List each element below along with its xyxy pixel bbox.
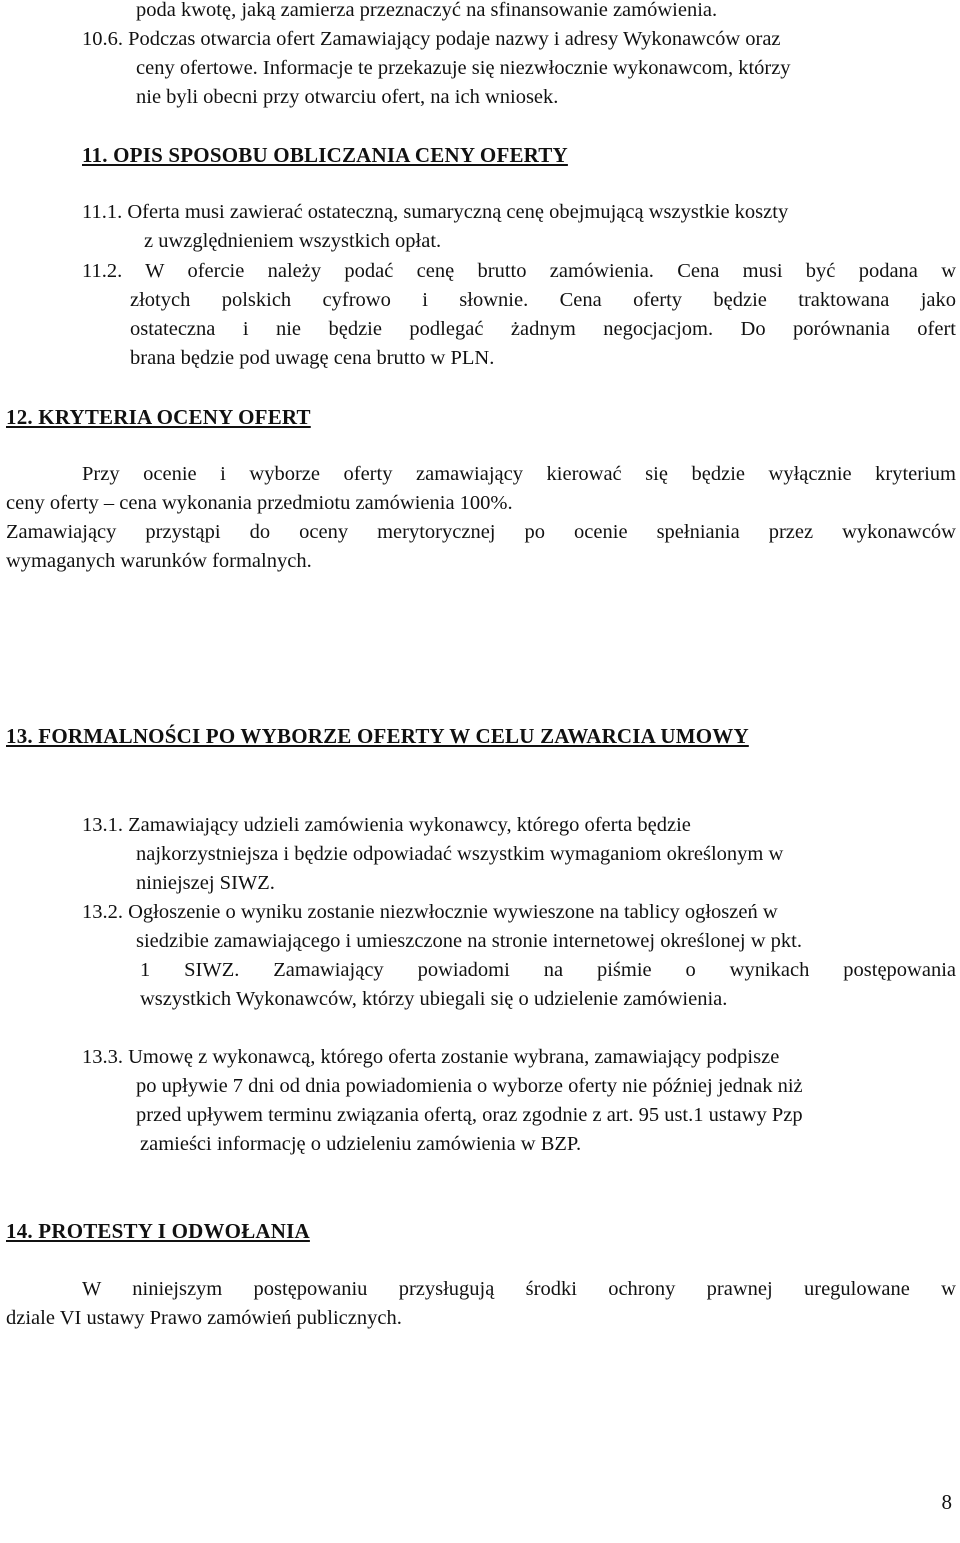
text-line: niniejszej SIWZ. bbox=[136, 872, 275, 894]
paragraph-10-6-line-1 bbox=[82, 25, 781, 54]
text-line: po upływie 7 dni od dnia powiadomienia o wyborze oferty nie później jednak niż bbox=[136, 1075, 803, 1097]
text-line: W niniejszym postępowaniu przysługują środki ochrony prawnej uregulowane w bbox=[82, 1278, 956, 1300]
item-number: 10.6. bbox=[82, 28, 123, 50]
text-line: ostateczna i nie będzie podlegać żadnym negocjacjom. Do porównania ofert bbox=[130, 318, 956, 340]
item-number: 13.3. bbox=[82, 1046, 123, 1068]
paragraph-13-2-line-1 bbox=[82, 898, 778, 927]
text-line: ceny oferty – cena wykonania przedmiotu zamówienia 100%. bbox=[6, 492, 513, 514]
text-line: siedzibie zamawiającego i umieszczone na stronie internetowej określonej w pkt. bbox=[136, 930, 802, 952]
text-line: z uwzględnieniem wszystkich opłat. bbox=[144, 230, 442, 252]
text-line: Zamawiający przystąpi do oceny merytorycznej po ocenie spełniania przez wykonawców bbox=[6, 521, 956, 543]
paragraph-13-3-line-1 bbox=[82, 1043, 779, 1072]
item-number: 13.1. bbox=[82, 814, 123, 836]
text-line: przed upływem terminu związania ofertą, oraz zgodnie z art. 95 ust.1 ustawy Pzp bbox=[136, 1104, 803, 1126]
text-line: poda kwotę, jaką zamierza przeznaczyć na sfinansowanie zamówienia. bbox=[136, 0, 718, 21]
text-span: Ogłoszenie o wyniku zostanie niezwłocznie wywieszone na tablicy ogłoszeń w bbox=[128, 901, 778, 923]
text-line: ceny ofertowe. Informacje te przekazuje się niezwłocznie wykonawcom, którzy bbox=[136, 57, 791, 79]
text-span: Umowę z wykonawcą, którego oferta zostanie wybrana, zamawiający podpisze bbox=[128, 1046, 780, 1068]
paragraph-13-1-line-1 bbox=[82, 811, 691, 840]
paragraph-11-1-line-1 bbox=[82, 198, 788, 227]
text-line: Przy ocenie i wyborze oferty zamawiający kierować się będzie wyłącznie kryterium bbox=[82, 463, 956, 485]
text-line: wymaganych warunków formalnych. bbox=[6, 550, 312, 572]
text-line: najkorzystniejsza i będzie odpowiadać wszystkim wymaganiom określonym w bbox=[136, 843, 784, 865]
text-line: 1 SIWZ. Zamawiający powiadomi na piśmie o wynikach postępowania bbox=[140, 959, 956, 981]
text-line: wszystkich Wykonawców, którzy ubiegali się o udzielenie zamówienia. bbox=[140, 988, 728, 1010]
paragraph-11-2-line-1: 11.2. W ofercie należy podać cenę brutto zamówienia. Cena musi być podana w bbox=[82, 260, 956, 282]
text-line: dziale VI ustawy Prawo zamówień publicznych. bbox=[6, 1307, 402, 1329]
section-14-heading: 14. PROTESTY I ODWOŁANIA bbox=[6, 1219, 310, 1243]
text-line: złotych polskich cyfrowo i słownie. Cena oferty będzie traktowana jako bbox=[130, 289, 956, 311]
section-12-heading: 12. KRYTERIA OCENY OFERT bbox=[6, 405, 311, 429]
text-span: Zamawiający udzieli zamówienia wykonawcy, którego oferta będzie bbox=[128, 814, 691, 836]
text-span: Oferta musi zawierać ostateczną, sumaryczną cenę obejmującą wszystkie koszty bbox=[127, 201, 789, 223]
section-11-heading: 11. OPIS SPOSOBU OBLICZANIA CENY OFERTY bbox=[82, 143, 568, 167]
text-span: Podczas otwarcia ofert Zamawiający podaje nazwy i adresy Wykonawców oraz bbox=[128, 28, 781, 50]
text-line: brana będzie pod uwagę cena brutto w PLN. bbox=[130, 347, 495, 369]
text-line: zamieści informację o udzieleniu zamówienia w BZP. bbox=[140, 1133, 582, 1155]
item-number: 11.1. bbox=[82, 201, 123, 223]
item-number: 13.2. bbox=[82, 901, 123, 923]
text-line: nie byli obecni przy otwarciu ofert, na ich wniosek. bbox=[136, 86, 559, 108]
page-number: 8 bbox=[941, 1490, 952, 1514]
section-13-heading: 13. FORMALNOŚCI PO WYBORZE OFERTY W CELU ZAWARCIA UMOWY bbox=[6, 724, 749, 748]
